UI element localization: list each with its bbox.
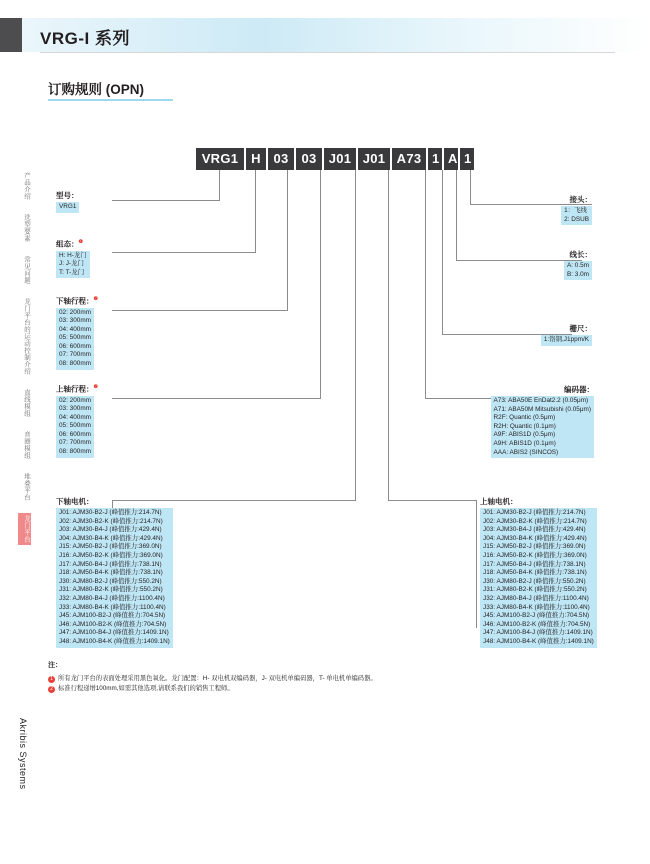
option-cable-a: A: 0.5m <box>566 262 589 269</box>
page-title: VRG-I 系列 <box>40 29 130 48</box>
header-dark-block <box>0 18 22 52</box>
option-encoder-a73: A73: ABA50E EnDat2.2 (0.05μm) <box>493 397 589 404</box>
leader-line-config-v <box>255 170 256 252</box>
option-upper-motor-j18: J18: AJM50-B4-K (峰值推力:738.1N) <box>483 569 587 577</box>
option-lower-motor-j16: J16: AJM50-B2-K (峰值推力:369.0N) <box>59 551 163 559</box>
callout-connector-options <box>561 206 592 225</box>
note-text-2: 标准行程递增100mm,如需其他选项,请联系我们的销售工程师。 <box>58 685 234 692</box>
option-upper-motor-j45: J45: AJM100-B2-J (峰值推力:704.5N) <box>483 612 590 620</box>
callout-upper-travel-options <box>56 396 94 458</box>
option-upper-motor-j03: J03: AJM30-B4-J (峰值推力:429.4N) <box>483 526 586 534</box>
option-upper-motor-j04: J04: AJM30-B4-K (峰值推力:429.4N) <box>483 534 587 542</box>
code-cell-lower-motor[interactable]: J01 <box>324 148 356 170</box>
option-lower-travel-07: 07: 700mm <box>59 351 91 359</box>
opn-code-row <box>196 148 476 170</box>
leader-line-model-v <box>219 170 220 200</box>
page-header <box>0 18 650 54</box>
option-upper-travel-03: 03: 300mm <box>59 405 91 413</box>
option-lower-motor-j32: J32: AJM80-B4-J (峰值推力:1100.4N) <box>59 594 165 602</box>
option-connector-1: 1：飞线 <box>564 207 587 214</box>
option-lower-motor-j47: J47: AJM100-B4-J (峰值推力:1409.1N) <box>59 629 169 637</box>
note-item-2 <box>48 684 468 694</box>
leader-line-lower-motor-v <box>355 170 356 500</box>
option-config-h: H: H-龙门 <box>59 251 87 259</box>
sidebar-item-stacked-stage[interactable]: 堆叠平台 <box>23 473 30 501</box>
callout-upper-travel-title: 上轴行程：$^❷$ <box>56 384 98 394</box>
leader-line-scale-v <box>442 170 443 334</box>
option-lower-travel-02: 02: 200mm <box>59 308 91 316</box>
option-encoder-a71: A71: ABA50M Mitsubishi (0.05μm) <box>493 405 591 413</box>
option-model-vrg1: VRG1 <box>59 203 77 210</box>
callout-upper-travel <box>56 383 98 458</box>
option-encoder-a9h: A9H: ABIS1D (0.1μm) <box>493 439 556 447</box>
option-lower-motor-j17: J17: AJM50-B4-J (峰值推力:738.1N) <box>59 560 162 568</box>
side-tab-list <box>18 170 34 555</box>
callout-scale <box>432 324 592 346</box>
option-upper-motor-j02: J02: AJM30-B2-K (峰值推力:214.7N) <box>483 517 587 525</box>
section-underline <box>48 99 173 101</box>
callout-encoder <box>432 385 594 458</box>
leader-line-upper-travel-v <box>320 170 321 398</box>
footnote-marker-1: ❶ <box>78 239 83 245</box>
option-upper-motor-j48: J48: AJM100-B4-K (峰值推力:1409.1N) <box>483 637 594 645</box>
leader-line-lower-travel-v <box>287 170 288 310</box>
sidebar-item-linear-module[interactable]: 直线模组 <box>23 389 30 417</box>
option-encoder-aaa: AAA: ABIS2 (SINCOS) <box>493 448 559 456</box>
option-lower-travel-04: 04: 400mm <box>59 325 91 333</box>
leader-line-upper-motor-h <box>388 500 476 501</box>
option-connector-2: 2: DSUB <box>564 215 589 223</box>
option-upper-motor-j01: J01: AJM30-B2-J (峰值推力:214.7N) <box>483 509 586 516</box>
option-lower-motor-j01: J01: AJM30-B2-J (峰值推力:214.7N) <box>59 509 162 516</box>
code-cell-config[interactable]: H <box>246 148 266 170</box>
code-cell-connector[interactable]: 1 <box>460 148 474 170</box>
callout-lower-travel-options <box>56 308 94 370</box>
option-upper-travel-04: 04: 400mm <box>59 413 91 421</box>
option-upper-travel-07: 07: 700mm <box>59 439 91 447</box>
option-encoder-a9f: A9F: ABIS1D (0.5μm) <box>493 431 556 439</box>
callout-upper-motor-title: 上轴电机： <box>480 497 518 506</box>
option-upper-motor-j16: J16: AJM50-B2-K (峰值推力:369.0N) <box>483 551 587 559</box>
option-config-t: T: T-龙门 <box>59 268 85 276</box>
callout-cable-title: 线长： <box>569 250 592 259</box>
leader-line-encoder-v <box>425 170 426 398</box>
callout-scale-title: 栅尺： <box>569 324 592 333</box>
code-cell-upper-travel[interactable]: 03 <box>296 148 322 170</box>
callout-lower-motor-options <box>56 508 173 648</box>
sidebar-item-voicecoil-module[interactable]: 音圈模组 <box>23 431 30 459</box>
option-lower-motor-j31: J31: AJM80-B2-K (峰值推力:550.2N) <box>59 586 163 594</box>
option-upper-travel-05: 05: 500mm <box>59 422 91 430</box>
option-config-j: J: J-龙门 <box>59 260 84 268</box>
option-cable-b: B: 3.0m <box>566 270 589 278</box>
sidebar-item-faq[interactable]: 常见问题 <box>23 256 30 284</box>
leader-line-config-h <box>112 252 256 253</box>
option-lower-motor-j18: J18: AJM50-B4-K (峰值推力:738.1N) <box>59 569 163 577</box>
note-text-1: 所有龙门平台的表面处理采用黑色氧化。龙门配置：H- 双电机双编码器，J- 双电机单编码器，T- 单电机单编码器。 <box>58 675 377 682</box>
option-upper-motor-j17: J17: AJM50-B4-J (峰值推力:738.1N) <box>483 560 586 568</box>
option-upper-motor-j32: J32: AJM80-B4-J (峰值推力:1100.4N) <box>483 594 589 602</box>
callout-cable-options <box>564 261 592 280</box>
option-lower-travel-06: 06: 600mm <box>59 342 91 350</box>
sidebar-item-gantry-stage[interactable]: 龙门平台 <box>18 513 31 545</box>
option-upper-motor-j33: J33: AJM80-B4-K (峰值推力:1100.4N) <box>483 603 590 611</box>
option-lower-motor-j03: J03: AJM30-B4-J (峰值推力:429.4N) <box>59 526 162 534</box>
section-title: 订购规则 (OPN) <box>48 82 144 97</box>
code-cell-model[interactable]: VRG1 <box>196 148 244 170</box>
leader-line-model-h <box>112 200 220 201</box>
callout-lower-motor-title: 下轴电机： <box>56 497 94 506</box>
callout-cable <box>452 250 592 280</box>
option-lower-travel-03: 03: 300mm <box>59 317 91 325</box>
option-lower-travel-05: 05: 500mm <box>59 334 91 342</box>
code-cell-upper-motor[interactable]: J01 <box>358 148 390 170</box>
option-upper-travel-08: 08: 800mm <box>59 448 91 456</box>
callout-lower-motor <box>56 497 173 648</box>
sidebar-item-gantry-motion-control[interactable]: 龙门平台的运动控制介绍 <box>23 298 30 375</box>
option-upper-motor-j30: J30: AJM80-B2-J (峰值推力:550.2N) <box>483 577 586 585</box>
callout-encoder-options <box>491 396 594 458</box>
header-divider <box>40 52 615 53</box>
notes-title: 注： <box>48 662 62 669</box>
callout-model-options <box>56 202 79 213</box>
code-cell-encoder[interactable]: A73 <box>392 148 426 170</box>
option-upper-travel-06: 06: 600mm <box>59 430 91 438</box>
callout-lower-travel <box>56 295 98 370</box>
option-lower-motor-j15: J15: AJM50-B2-J (峰值推力:369.0N) <box>59 543 162 551</box>
leader-line-lower-travel-h <box>112 310 288 311</box>
code-cell-scale[interactable]: 1 <box>428 148 442 170</box>
callout-config <box>56 238 90 278</box>
callout-upper-motor-options <box>480 508 597 648</box>
leader-line-upper-motor-v <box>388 170 389 500</box>
option-lower-motor-j46: J46: AJM100-B2-K (峰值推力:704.5N) <box>59 620 167 628</box>
option-encoder-r2f: R2F: Quantic (0.5μm) <box>493 414 556 422</box>
callout-encoder-title: 编码器： <box>564 385 594 394</box>
option-lower-motor-j02: J02: AJM30-B2-K (峰值推力:214.7N) <box>59 517 163 525</box>
note-number-2-icon: 2 <box>48 686 55 693</box>
callout-scale-options <box>541 335 592 346</box>
option-scale-1: 1:铬钢,J1ppm/K <box>543 336 589 343</box>
callout-connector-title: 接头： <box>569 195 592 204</box>
option-upper-motor-j31: J31: AJM80-B2-K (峰值推力:550.2N) <box>483 586 587 594</box>
brand-name: Akribis Systems <box>18 718 28 790</box>
code-cell-lower-travel[interactable]: 03 <box>268 148 294 170</box>
callout-config-title: 组态：$^❶$ <box>56 239 83 249</box>
sidebar-item-selection[interactable]: 选型要素 <box>23 214 30 242</box>
option-lower-motor-j45: J45: AJM100-B2-J (峰值推力:704.5N) <box>59 612 166 620</box>
option-lower-travel-08: 08: 800mm <box>59 360 91 368</box>
footnote-marker-2b: ❷ <box>93 384 98 390</box>
callout-lower-travel-title: 下轴行程：$^❷$ <box>56 296 98 306</box>
sidebar-item-products[interactable]: 产品介绍 <box>23 172 30 200</box>
footnote-marker-2: ❷ <box>93 296 98 302</box>
option-upper-motor-j15: J15: AJM50-B2-J (峰值推力:369.0N) <box>483 543 586 551</box>
callout-connector <box>452 195 592 225</box>
callout-model-title: 型号： <box>56 191 79 200</box>
option-lower-motor-j48: J48: AJM100-B4-K (峰值推力:1409.1N) <box>59 637 170 645</box>
code-cell-cable[interactable]: A <box>444 148 458 170</box>
callout-model <box>56 191 79 213</box>
leader-line-upper-motor-drop <box>476 500 477 628</box>
note-item-1 <box>48 674 468 684</box>
note-number-1-icon: 1 <box>48 676 55 683</box>
option-upper-motor-j46: J46: AJM100-B2-K (峰值推力:704.5N) <box>483 620 591 628</box>
option-upper-motor-j47: J47: AJM100-B4-J (峰值推力:1409.1N) <box>483 629 593 637</box>
option-lower-motor-j33: J33: AJM80-B4-K (峰值推力:1100.4N) <box>59 603 166 611</box>
notes-block <box>48 660 468 694</box>
option-lower-motor-j30: J30: AJM80-B2-J (峰值推力:550.2N) <box>59 577 162 585</box>
option-upper-travel-02: 02: 200mm <box>59 396 91 404</box>
callout-config-options <box>56 251 90 279</box>
callout-upper-motor <box>480 497 597 648</box>
option-encoder-r2h: R2H: Quantic (0.1μm) <box>493 422 556 430</box>
leader-line-upper-travel-h <box>112 398 321 399</box>
option-lower-motor-j04: J04: AJM30-B4-K (峰值推力:429.4N) <box>59 534 163 542</box>
